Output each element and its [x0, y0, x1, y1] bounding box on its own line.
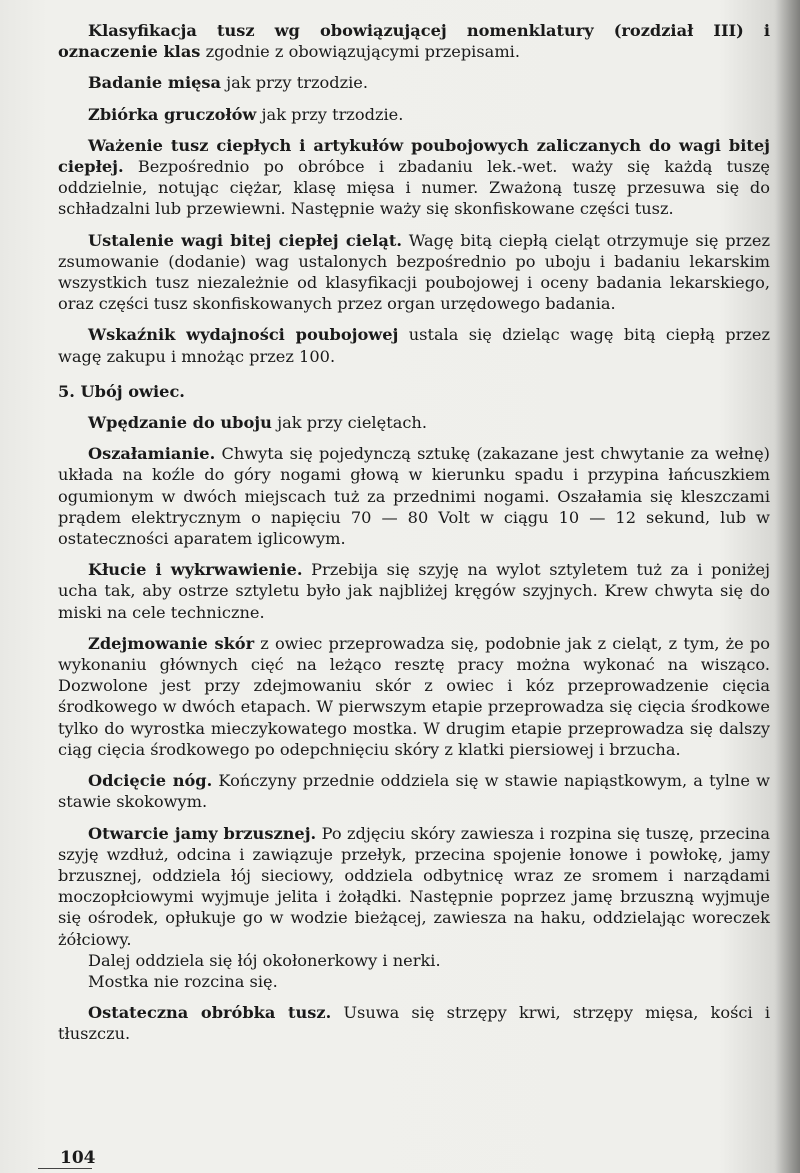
- paragraph-heading: Ustalenie wagi bitej ciepłej cieląt.: [88, 230, 402, 250]
- paragraph-badanie-miesa: [58, 72, 770, 93]
- page-number: 104: [60, 1148, 96, 1168]
- paragraph-body: Po zdjęciu skóry zawiesza i rozpina się tuszę, przecina szyję wzdłuż, odcina i zawiązuje przełyk, przecina spojenie łonowe i powłokę, jamy brzusznej, oddziela łój sieciowy, oddziela odbytnicę wraz ze sromem i narządami moczopłciowymi wyjmuje jelita i żołądki. Następnie poprzez jamę brzuszną wyjmuje się ośrodek, opłukuje go w wodzie bieżącej, zawiesza na haku, oddzielając woreczek żółciowy.: [58, 823, 770, 949]
- paragraph-zdejmowanie-skor: [58, 633, 770, 760]
- paragraph-klucie: [58, 559, 770, 623]
- paragraph-body: Chwyta się pojedynczą sztukę (zakazane jest chwytanie za wełnę) układa na koźle do góry nogami głową w kierunku spadu i przypina łańcuszkiem ogumionym w dwóch miejscach tuż za przednimi nogami. Oszałamia się kleszczami prądem elektrycznym o napięciu 70 — 80 Volt w ciągu 10 — 12 sekund, lub w ostateczności aparatem iglicowym.: [58, 444, 770, 549]
- paragraph-ustalenie-wagi: [58, 230, 770, 315]
- paragraph-mostka: [58, 971, 770, 992]
- paragraph-body: Przebija się szyję na wylot sztyletem tuż za i poniżej ucha tak, aby ostrze sztyletu było jak najbliżej kręgów szyjnych. Krew chwyta się do miski na cele techniczne.: [58, 560, 770, 622]
- paragraph-body: jak przy cielętach.: [271, 413, 427, 433]
- paragraph-heading: Kłucie i wykrwawienie.: [88, 560, 303, 580]
- paragraph-body: Dalej oddziela się łój okołonerkowy i nerki.: [88, 950, 441, 970]
- section-title: 5. Ubój owiec.: [58, 381, 185, 401]
- paragraph-heading: Odcięcie nóg.: [88, 771, 213, 791]
- paragraph-wazenie-tusz: [58, 135, 770, 220]
- paragraph-heading: Zdejmowanie skór: [88, 633, 255, 653]
- paragraph-klasyfikacja: [58, 20, 770, 62]
- paragraph-heading: Badanie mięsa: [88, 73, 222, 93]
- paragraph-heading: Ważenie tusz ciepłych i artykułów poubojowych zaliczanych do wagi bitej ciepłej.: [58, 135, 770, 177]
- paragraph-wskaznik-wydajnosci: [58, 324, 770, 366]
- paragraph-body: Wagę bitą ciepłą cieląt otrzymuje się przez zsumowanie (dodanie) wag ustalonych bezpośrednio po uboju i badaniu lekarskim wszystkich tusz niezależnie od klasyfikacji poubojowej i oceny badania lekarskiego, oraz części tusz skonfiskowanych przez organ urzędowego badania.: [58, 230, 770, 314]
- paragraph-heading: Otwarcie jamy brzusznej.: [88, 823, 317, 843]
- paragraph-heading: Ostateczna obróbka tusz.: [88, 1003, 332, 1023]
- paragraph-wpedzanie: [58, 412, 770, 433]
- paragraph-oszalamianie: [58, 443, 770, 549]
- paragraph-body: Usuwa się strzępy krwi, strzępy mięsa, kości i tłuszczu.: [58, 1003, 770, 1044]
- paragraph-body: jak przy trzodzie.: [221, 73, 369, 93]
- paragraph-heading: Oszałamianie.: [88, 444, 216, 464]
- paragraph-heading: Wpędzanie do uboju: [88, 413, 272, 433]
- paragraph-zbiorka-gruczolow: [58, 104, 770, 125]
- paragraph-dalej: [58, 950, 770, 971]
- paragraph-body: Mostka nie rozcina się.: [88, 971, 278, 991]
- paragraph-body: jak przy trzodzie.: [256, 104, 404, 124]
- paragraph-body: zgodnie z obowiązującymi przepisami.: [200, 42, 520, 62]
- paragraph-body: Bezpośrednio po obróbce i zbadaniu lek.-wet. waży się każdą tuszę oddzielnie, notując ciężar, klasę mięsa i numer. Zważoną tuszę przesuwa się do schładzalni lub przewiewni. Następnie waży się skonfiskowane części tusz.: [58, 157, 770, 219]
- page-text: [58, 20, 770, 1055]
- paragraph-body: ustala się dzieląc wagę bitą ciepłą przez wagę zakupu i mnożąc przez 100.: [58, 325, 771, 366]
- page-number-rule: [38, 1168, 92, 1169]
- paragraph-heading: Wskaźnik wydajności poubojowej: [88, 325, 399, 345]
- paragraph-heading: Klasyfikacja tusz wg obowiązującej nomenklatury (rozdział III) i oznaczenie klas: [58, 21, 770, 62]
- paragraph-body: z owiec przeprowadza się, podobnie jak z cieląt, z tym, że po wykonaniu głównych cięć na leżąco resztę pracy można wykonać na wisząco. Dozwolone jest przy zdejmowaniu skór z owiec i kóz przeprowadzenie cięcia środkowego w dwóch etapach. W pierwszym etapie przeprowadza się cięcia środkowe tylko do wyrostka mieczykowatego mostka. W drugim etapie przeprowadza się dalszy ciąg cięcia środkowego po odepchnięciu skóry z klatki piersiowej i brzucha.: [58, 633, 770, 759]
- paragraph-otwarcie-jamy: [58, 823, 770, 950]
- paragraph-body: Kończyny przednie oddziela się w stawie napiąstkowym, a tylne w stawie skokowym.: [58, 771, 770, 812]
- paragraph-ostateczna-obrobka: [58, 1002, 770, 1044]
- page-gutter-shadow: [774, 0, 800, 1173]
- paragraph-heading: Zbiórka gruczołów: [88, 104, 257, 124]
- paragraph-odciecie-nog: [58, 770, 770, 812]
